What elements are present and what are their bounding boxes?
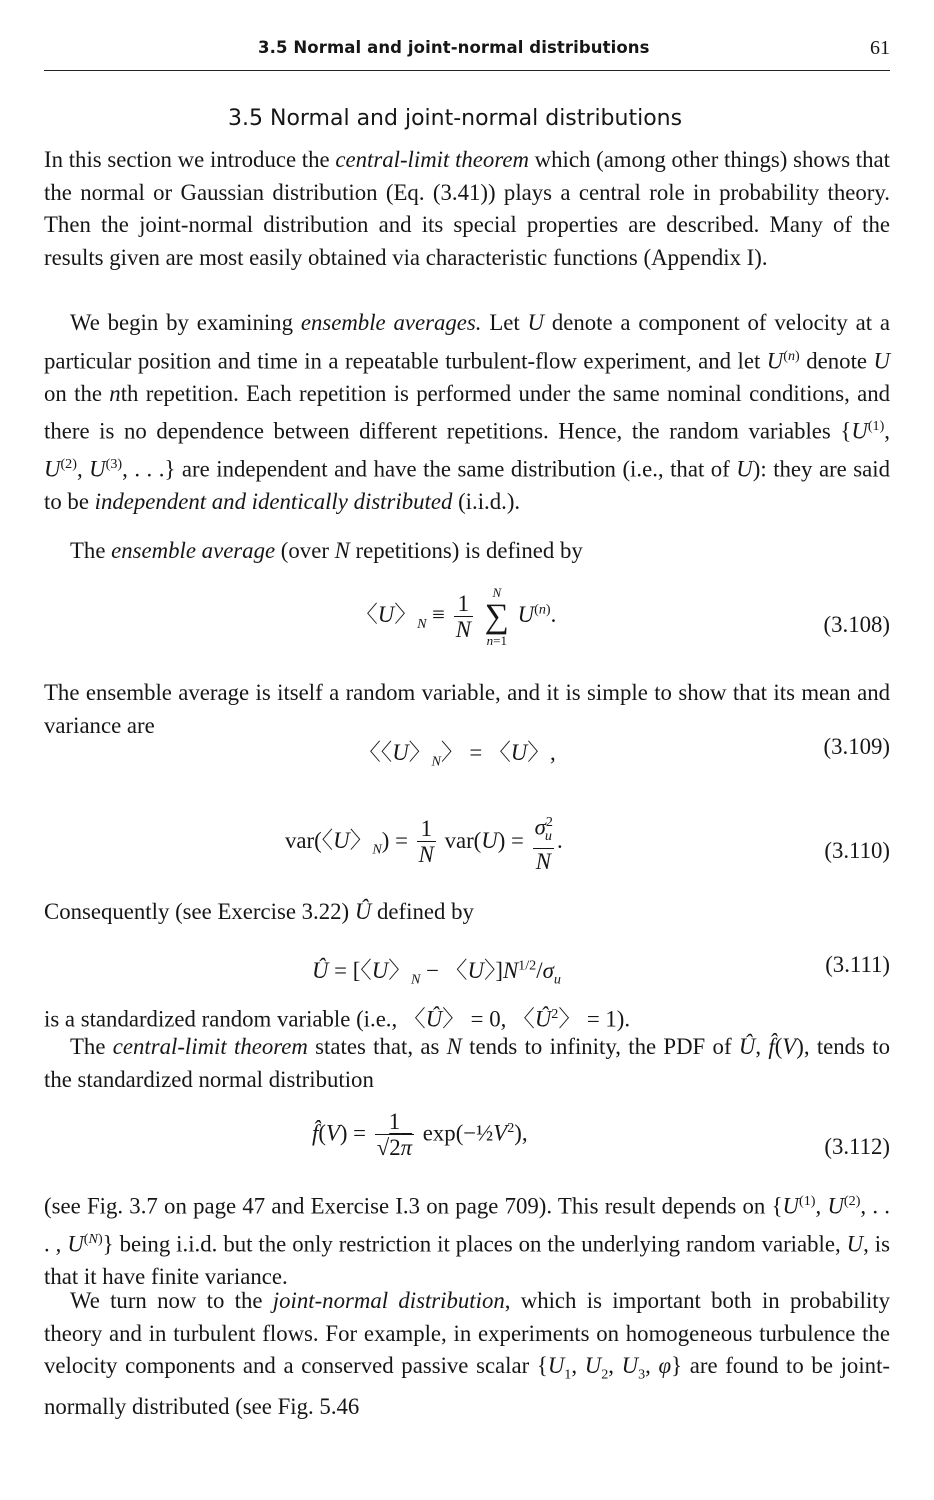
equation-number: (3.108) — [823, 612, 890, 637]
paragraph-consequently: Consequently (see Exercise 3.22) Û defined by — [44, 899, 474, 924]
paragraph-see-fig: (see Fig. 3.7 on page 47 and Exercise I.3 on page 709). This result depends on {$U^{(1)}$, $U^{(2)}$, . . . , $U^{(N)}$} being i.i.d. but the only restriction it places on the underlying random variable, U, is that it have finite variance. — [44, 1193, 891, 1290]
equation-3-110 — [0, 810, 934, 880]
equation-3-111 — [0, 948, 934, 988]
equation-number: (3.112) — [824, 1134, 890, 1159]
running-header — [44, 32, 890, 71]
equation-3-108 — [0, 582, 934, 662]
equation-number: (3.110) — [824, 838, 890, 863]
paragraph-ensemble-definition: The ensemble average (over N repetitions) is defined by — [70, 538, 583, 563]
paragraph-central-limit: The central-limit theorem states that, as N tends to infinity, the PDF of Û, f̂(V), tends to the standardized normal distribution — [44, 1034, 890, 1092]
equation-body: Û = [〈U〉$_N$ − 〈U〉]$N^{1/2}/\sigma_u$ — [312, 957, 561, 988]
equation-3-112 — [0, 1110, 934, 1186]
equation-body: f̂(V) = $\frac{1}{√2\pi}$ $\exp(-\frac{1}{2}V^2)$, — [312, 1109, 528, 1160]
equation-body: 〈〈U〉$_N$〉 = 〈U〉, — [358, 740, 556, 770]
paragraph-ensemble-averages: We begin by examining ensemble averages. Let U denote a component of velocity at a particular position and time in a repeatable turbulent-flow experiment, and let $U^{(n)}$ denote U on the nth repetition. Each repetition is performed under the same nominal conditions, and there is no dependence between different repetitions. Hence, the random variables {$U^{(1)}$, $U^{(2)}$, $U^{(3)}$, . . .} are independent and have the same distribution (i.e., that of U): they are said to be independent and identically distributed (i.i.d.). — [44, 310, 891, 515]
section-heading: 3.5 Normal and joint-normal distributions — [228, 106, 683, 131]
page-number: 61 — [870, 37, 890, 59]
equation-body: var(〈U〉$_N$) = $\frac{1}{N}$ var(U) = $\frac{\sigma^2_u}{N}$ . — [285, 814, 563, 875]
paragraph-joint-normal: We turn now to the joint-normal distribution, which is important both in probability theory and in turbulent flows. For example, in experiments on homogeneous turbulence the velocity components and a conserved passive scalar {$U_1$, $U_2$, $U_3$, φ} are found to be joint-normally distributed (see Fig. 5.46 — [44, 1288, 891, 1420]
paragraph-mean-variance: The ensemble average is itself a random variable, and it is simple to show that its mean and variance are — [44, 680, 890, 738]
equation-body: 〈U〉$_N$ ≡ $\frac{1}{N}$ N ∑ n=1 $U^{(n)}$. — [355, 585, 557, 648]
equation-3-109 — [0, 730, 934, 770]
running-header-title: 3.5 Normal and joint-normal distributions — [258, 38, 650, 57]
paragraph-standardized: is a standardized random variable (i.e., 〈Û〉 = 0, 〈$Û^2$〉 = 1). — [44, 1006, 631, 1032]
paragraph-intro: In this section we introduce the central-limit theorem which (among other things) shows that the normal or Gaussian distribution (Eq. (3.41)) plays a central role in probability theory. Then the joint-normal distribution and its special properties are described. Many of the results given are most easily obtained via characteristic functions (Appendix I). — [44, 147, 890, 270]
equation-number: (3.111) — [825, 952, 890, 977]
equation-number: (3.109) — [823, 734, 890, 759]
